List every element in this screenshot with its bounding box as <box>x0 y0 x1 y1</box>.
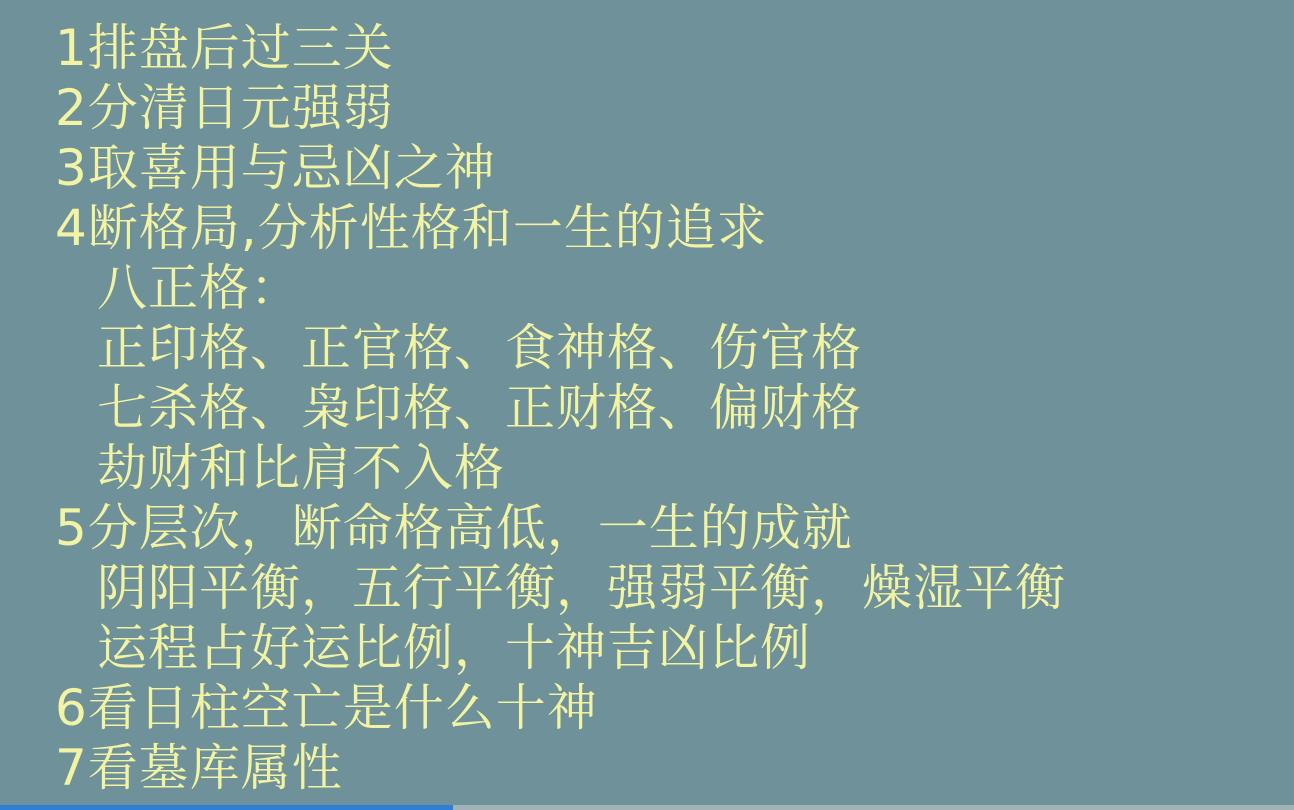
step-3-line: 3取喜用与忌凶之神 <box>55 139 496 197</box>
patterns-note: 劫财和比肩不入格 <box>97 439 505 497</box>
video-progress-bar[interactable] <box>0 805 1294 810</box>
step-1-line: 1排盘后过三关 <box>55 19 394 77</box>
step-7-line: 7看墓库属性 <box>55 739 343 797</box>
slide-content <box>55 18 1285 808</box>
step-6-line: 6看日柱空亡是什么十神 <box>55 679 598 737</box>
step-2-line: 2分清日元强弱 <box>55 79 394 137</box>
ratio-line: 运程占好运比例，十神吉凶比例 <box>97 619 811 677</box>
step-4-line: 4断格局,分析性格和一生的追求 <box>55 199 768 257</box>
patterns-row-2: 七杀格、枭印格、正财格、偏财格 <box>97 379 862 437</box>
eight-patterns-heading: 八正格： <box>97 259 301 317</box>
step-5-line: 5分层次，断命格高低，一生的成就 <box>55 499 853 557</box>
video-progress-fill <box>0 805 453 810</box>
balance-line: 阴阳平衡，五行平衡，强弱平衡，燥湿平衡 <box>97 559 1066 617</box>
patterns-row-1: 正印格、正官格、食神格、伤官格 <box>97 319 862 377</box>
